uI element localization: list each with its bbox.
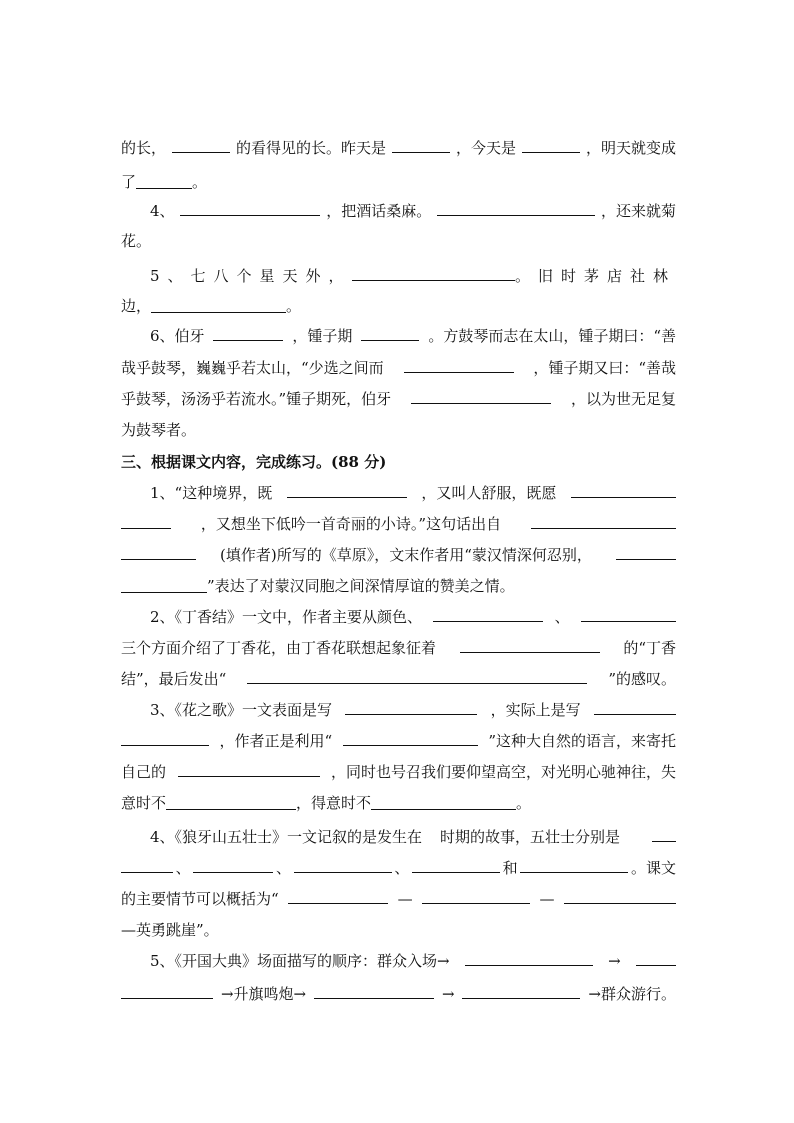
text: 。课文 bbox=[630, 859, 676, 877]
text: → bbox=[441, 985, 455, 1003]
text: 6、伯牙 bbox=[150, 327, 205, 345]
text: 、 bbox=[275, 859, 291, 877]
text: 5、七八个星天外， bbox=[150, 267, 352, 285]
text: — bbox=[539, 890, 555, 908]
answer-blank[interactable] bbox=[652, 827, 676, 842]
text-line bbox=[121, 420, 676, 440]
question-3-4 bbox=[150, 827, 676, 847]
question-5 bbox=[150, 266, 676, 286]
text: 哉乎鼓琴，巍巍乎若太山，“少选之间而 bbox=[121, 359, 384, 377]
answer-blank[interactable] bbox=[411, 389, 551, 404]
answer-blank[interactable] bbox=[121, 858, 173, 873]
answer-blank[interactable] bbox=[433, 607, 543, 622]
answer-blank[interactable] bbox=[520, 858, 628, 873]
text: 的主要情节可以概括为“ bbox=[121, 890, 279, 908]
text: 意时不 bbox=[121, 794, 167, 812]
answer-blank[interactable] bbox=[294, 858, 392, 873]
text: 的长， bbox=[121, 139, 167, 157]
text: 2、《丁香结》一文中，作者主要从颜色、 bbox=[150, 608, 423, 626]
text: 1、“这种境界，既 bbox=[150, 484, 273, 502]
text: (填作者)所写的《草原》，文末作者用“蒙汉情深何忍别， bbox=[220, 546, 592, 564]
answer-blank[interactable] bbox=[594, 700, 676, 715]
answer-blank[interactable] bbox=[180, 201, 320, 216]
text: ”这种大自然的语言，来寄托 bbox=[488, 732, 676, 750]
text-line bbox=[121, 545, 676, 565]
answer-blank[interactable] bbox=[564, 889, 676, 904]
text-line bbox=[121, 793, 676, 813]
answer-blank[interactable] bbox=[571, 483, 676, 498]
text: 。 bbox=[192, 173, 208, 191]
text-line bbox=[121, 296, 676, 316]
answer-blank[interactable] bbox=[404, 358, 514, 373]
text: 的看得见的长。昨天是 bbox=[235, 139, 386, 157]
text: 时期的故事，五壮士分别是 bbox=[440, 828, 621, 846]
answer-blank[interactable] bbox=[437, 201, 595, 216]
answer-blank[interactable] bbox=[213, 326, 283, 341]
answer-blank[interactable] bbox=[121, 514, 171, 529]
answer-blank[interactable] bbox=[288, 889, 388, 904]
text: 乎鼓琴，汤汤乎若流水。”锺子期死，伯牙 bbox=[121, 390, 392, 408]
text: ，实际上是写 bbox=[490, 701, 581, 719]
text: 4、 bbox=[150, 202, 175, 220]
text-line bbox=[121, 762, 676, 782]
text-line bbox=[121, 731, 676, 751]
text: ”表达了对蒙汉同胞之间深情厚谊的赞美之情。 bbox=[207, 577, 515, 595]
text: 3、《花之歌》一文表面是写 bbox=[150, 701, 333, 719]
text-line bbox=[121, 638, 676, 658]
text-line bbox=[121, 389, 676, 409]
text-line bbox=[121, 514, 676, 534]
question-3-1 bbox=[150, 483, 676, 503]
text: 和 bbox=[502, 859, 518, 877]
text: 。旧时茅店社林 bbox=[514, 267, 676, 285]
answer-blank[interactable] bbox=[392, 138, 450, 153]
text-line bbox=[121, 669, 676, 689]
text-line bbox=[121, 231, 676, 251]
text: ，又叫人舒服，既愿 bbox=[421, 484, 557, 502]
text: 5、《开国大典》场面描写的顺序：群众入场→ bbox=[150, 952, 450, 970]
text: —英勇跳崖”。 bbox=[121, 921, 219, 939]
text-line bbox=[121, 576, 676, 596]
answer-blank[interactable] bbox=[361, 326, 419, 341]
text: — bbox=[397, 890, 413, 908]
text-line bbox=[121, 889, 676, 909]
text-line bbox=[121, 920, 676, 940]
answer-blank[interactable] bbox=[345, 700, 477, 715]
text: 、 bbox=[175, 859, 191, 877]
text-line bbox=[121, 984, 676, 1004]
text: ，锺子期 bbox=[292, 327, 353, 345]
answer-blank[interactable] bbox=[462, 984, 580, 999]
text: 结”，最后发出“ bbox=[121, 670, 227, 688]
text: ，锺子期又曰：“善哉 bbox=[533, 359, 676, 377]
text: →群众游行。 bbox=[588, 985, 676, 1003]
text: 、 bbox=[394, 859, 410, 877]
text: ，今天是 bbox=[455, 139, 516, 157]
text: → bbox=[608, 952, 621, 970]
text: ，又想坐下低吟一首奇丽的小诗。”这句话出自 bbox=[200, 515, 502, 533]
text: 4、《狼牙山五壮士》一文记叙的是发生在 bbox=[150, 828, 423, 846]
text: 。 bbox=[516, 794, 532, 812]
text-line bbox=[121, 858, 676, 878]
text: ，得意时不 bbox=[296, 794, 372, 812]
text: →升旗鸣炮→ bbox=[220, 985, 307, 1003]
answer-blank[interactable] bbox=[178, 762, 320, 777]
text: ，把酒话桑麻。 bbox=[326, 202, 432, 220]
answer-blank[interactable] bbox=[465, 951, 593, 966]
text: 的“丁香 bbox=[623, 639, 676, 657]
section-heading: 三、根据课文内容，完成练习。(88 分) bbox=[121, 453, 387, 471]
answer-blank[interactable] bbox=[121, 545, 196, 560]
text: ，还来就菊 bbox=[600, 202, 676, 220]
answer-blank[interactable] bbox=[172, 138, 230, 153]
answer-blank[interactable] bbox=[166, 795, 296, 810]
question-4 bbox=[150, 201, 676, 221]
text: 边， bbox=[121, 297, 152, 315]
answer-blank[interactable] bbox=[371, 795, 516, 810]
text: 花。 bbox=[121, 232, 152, 250]
answer-blank[interactable] bbox=[287, 483, 407, 498]
text: ，作者正是利用“ bbox=[219, 732, 333, 750]
text-line bbox=[121, 358, 676, 378]
text: ，以为世无足复 bbox=[570, 390, 676, 408]
answer-blank[interactable] bbox=[121, 578, 207, 593]
answer-blank[interactable] bbox=[581, 607, 676, 622]
answer-blank[interactable] bbox=[247, 669, 587, 684]
text: 自己的 bbox=[121, 763, 167, 781]
text: 。 bbox=[286, 297, 302, 315]
question-6 bbox=[150, 326, 676, 346]
answer-blank[interactable] bbox=[522, 138, 580, 153]
question-3-5 bbox=[150, 951, 676, 971]
answer-blank[interactable] bbox=[412, 858, 500, 873]
text: ，同时也号召我们要仰望高空，对光明心驰神往，失 bbox=[330, 763, 676, 781]
text: 三个方面介绍了丁香花，由丁香花联想起象征着 bbox=[121, 639, 437, 657]
text: ，明天就变成 bbox=[585, 139, 676, 157]
text: 了 bbox=[121, 173, 137, 191]
text-line bbox=[121, 138, 676, 158]
answer-blank[interactable] bbox=[460, 638, 600, 653]
text: 。方鼓琴而志在太山，锺子期曰：“善 bbox=[428, 327, 676, 345]
answer-blank[interactable] bbox=[121, 731, 209, 746]
text: 为鼓琴者。 bbox=[121, 421, 197, 439]
answer-blank[interactable] bbox=[343, 731, 478, 746]
question-3-2 bbox=[150, 607, 676, 627]
answer-blank[interactable] bbox=[314, 984, 434, 999]
text: ”的感叹。 bbox=[608, 670, 676, 688]
text: 、 bbox=[554, 608, 570, 626]
answer-blank[interactable] bbox=[531, 514, 676, 529]
answer-blank[interactable] bbox=[151, 298, 286, 313]
answer-blank[interactable] bbox=[193, 858, 273, 873]
answer-blank[interactable] bbox=[352, 266, 515, 281]
text-line bbox=[121, 172, 676, 192]
answer-blank[interactable] bbox=[616, 545, 676, 560]
question-3-3 bbox=[150, 700, 676, 720]
answer-blank[interactable] bbox=[121, 984, 213, 999]
answer-blank[interactable] bbox=[136, 174, 192, 189]
answer-blank[interactable] bbox=[422, 889, 530, 904]
answer-blank[interactable] bbox=[636, 951, 676, 966]
